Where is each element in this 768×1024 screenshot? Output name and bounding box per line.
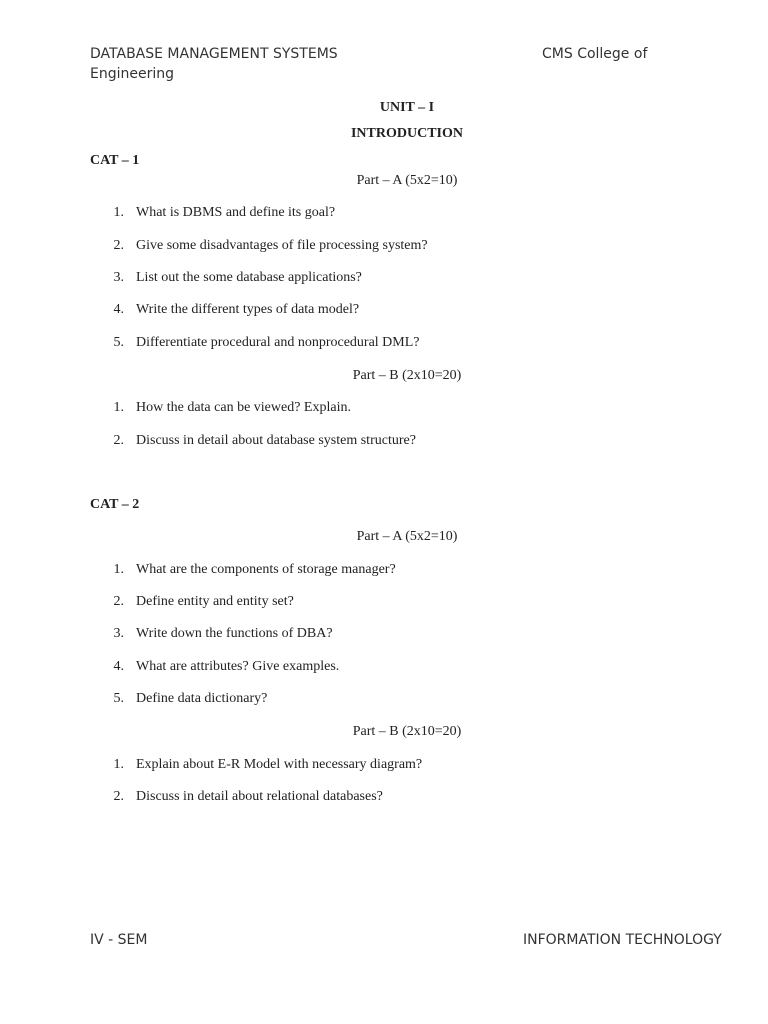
footer-department: INFORMATION TECHNOLOGY	[523, 932, 722, 948]
question-number: 2.	[113, 594, 124, 609]
cat1-partA-heading: Part – A (5x2=10)	[356, 173, 458, 188]
question-text: Write down the functions of DBA?	[136, 626, 333, 641]
header-college: CMS College of	[542, 46, 648, 62]
cat2-partA-heading: Part – A (5x2=10)	[356, 529, 458, 544]
unit-title: INTRODUCTION	[350, 126, 463, 141]
question-text: What are the components of storage manager?	[136, 562, 396, 577]
question-text: What is DBMS and define its goal?	[136, 205, 336, 220]
header-left	[90, 44, 510, 84]
cat2-partB-heading: Part – B (2x10=20)	[352, 724, 462, 739]
question-number: 2.	[113, 433, 124, 448]
header-course-title: DATABASE MANAGEMENT SYSTEMS	[90, 46, 338, 62]
question-number: 5.	[113, 335, 124, 350]
question-number: 1.	[113, 205, 124, 220]
question-text: List out the some database applications?	[136, 270, 362, 285]
question-text: Discuss in detail about database system structure?	[136, 433, 416, 448]
question-text: What are attributes? Give examples.	[136, 659, 340, 674]
question-number: 1.	[113, 757, 124, 772]
question-number: 1.	[113, 400, 124, 415]
question-number: 1.	[113, 562, 124, 577]
question-number: 4.	[113, 302, 124, 317]
cat2-label: CAT – 2	[90, 497, 140, 512]
question-text: How the data can be viewed? Explain.	[136, 400, 351, 415]
question-number: 4.	[113, 659, 124, 674]
question-number: 2.	[113, 238, 124, 253]
question-number: 5.	[113, 691, 124, 706]
question-text: Differentiate procedural and nonprocedural DML?	[136, 335, 420, 350]
unit-heading: UNIT – I	[379, 100, 435, 115]
question-text: Write the different types of data model?	[136, 302, 360, 317]
cat1-partB-heading: Part – B (2x10=20)	[352, 368, 462, 383]
footer-semester: IV - SEM	[90, 932, 148, 948]
question-number: 2.	[113, 789, 124, 804]
cat1-label: CAT – 1	[90, 153, 140, 168]
question-text: Give some disadvantages of file processing system?	[136, 238, 428, 253]
question-text: Define data dictionary?	[136, 691, 268, 706]
question-number: 3.	[113, 270, 124, 285]
question-number: 3.	[113, 626, 124, 641]
header-college-continued: Engineering	[90, 66, 174, 82]
question-text: Explain about E-R Model with necessary diagram?	[136, 757, 423, 772]
question-text: Discuss in detail about relational databases?	[136, 789, 383, 804]
question-text: Define entity and entity set?	[136, 594, 294, 609]
